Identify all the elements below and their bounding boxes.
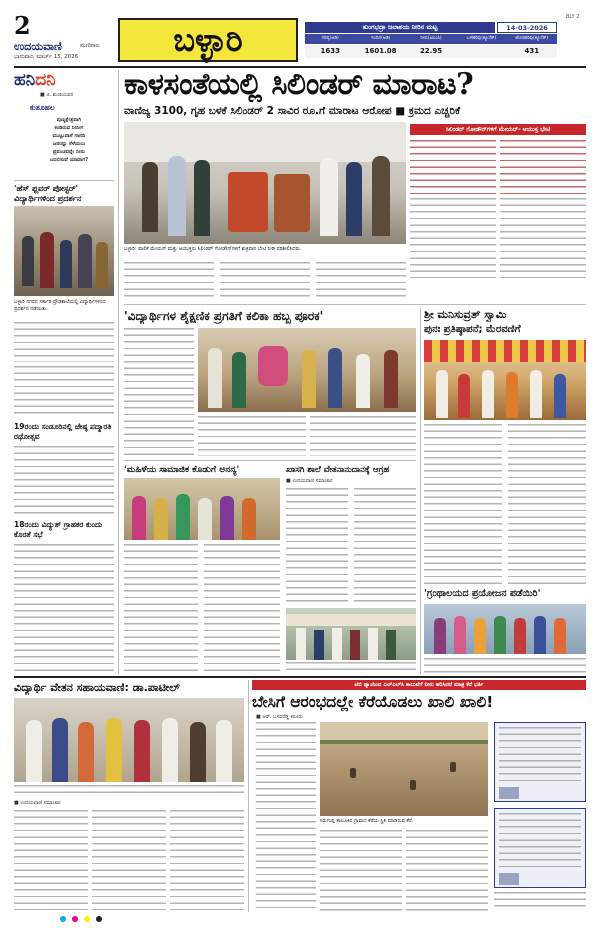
column-divider xyxy=(248,680,249,912)
dam-header-max: ಗರಿಷ್ಠ(ಅಡಿ) xyxy=(321,36,339,41)
scholarship-headline: ವಿದ್ಯಾರ್ಥಿ ವೇತನ ಸಹಾಯವಾಣಿ: ಡಾ.ಪಾಟೀಲ್ xyxy=(14,681,180,694)
paper-name: ಉದಯವಾಣಿ xyxy=(14,40,62,53)
column-divider xyxy=(118,70,119,674)
dam-level-box xyxy=(305,22,557,62)
lake-body-2 xyxy=(320,830,402,912)
lake-byline: ■ ಆರ್. ಬಸವರೆಡ್ಡಿ ಕರೂರು xyxy=(256,714,303,720)
scholarship-photo xyxy=(14,698,244,782)
lake-body-4 xyxy=(494,892,586,912)
story-19-headline: 19ರಂದು ಸಂಡೂರಿನಲ್ಲಿ ಜೇಷ್ಠ ಪದ್ಮಾರತಿ ರಥೋತ್ಸವ xyxy=(14,422,112,441)
lead-sidebar-body-left xyxy=(410,140,496,194)
salary-headline: ಖಾಸಗಿ ಶಾಲೆ ವೇತನಾನುದಾನಕ್ಕೆ ಆಗ್ರಹ xyxy=(286,465,390,475)
bottom-band-rule xyxy=(14,676,586,678)
lead-body-col-2b xyxy=(316,262,406,300)
lake-photo xyxy=(320,722,488,816)
logo-hani: ಹನಿ xyxy=(14,70,36,90)
quote-avatar xyxy=(499,787,519,799)
flower-body xyxy=(14,322,114,362)
salary-body-1 xyxy=(286,488,348,604)
lake-body-3 xyxy=(406,830,488,912)
lead-headline: ಕಾಳಸಂತೆಯಲ್ಲಿ ಸಿಲಿಂಡರ್ ಮಾರಾಟ? xyxy=(124,68,474,102)
scholarship-byline: ■ ಉದಯವಾಣಿ ಸಮಾಚಾರ xyxy=(14,800,61,806)
page-number: 2 xyxy=(14,11,31,40)
grantha-body xyxy=(424,658,586,674)
swamy-photo xyxy=(424,340,586,420)
flower-photo xyxy=(14,206,114,296)
lake-kicker: ಟಿಬಿ ಡ್ಯಾಂನಿಂದ ಎಲ್‌ಎಲ್‌ಸಿ ಕಾಲುವೆಗೆ ನೀರು ಹರಿಸಿದರೆ ಮಾತ್ರ ಕೆರೆ ಭರ್ತಿ xyxy=(252,680,586,690)
swamy-headline-1: ಶ್ರೀ ಮನಿಸುವ್ರತ್ ಸ್ವಾಮಿ xyxy=(424,308,507,321)
date-line: ಭಾನುವಾರ, ಮಾರ್ಚ್ 15, 2026 xyxy=(14,54,79,60)
lead-body-col-4 xyxy=(500,198,586,278)
column-heading: ಕುತೂಹಲ xyxy=(30,103,55,112)
flower-caption: ಬಳ್ಳಾರಿ ನಗರದ ಸರ್ಕಾರಿ ಪ್ರೌಢಶಾಲೆಯಲ್ಲಿ ವಿದ್ಯಾರ್ಥಿಗಳಿಂದ ಪ್ರದರ್ಶನ ನಡೆಯಿತು. xyxy=(14,299,106,312)
verse-line: ಕಂಡಿರುವ ನೀನೀಗ xyxy=(54,125,84,131)
scholarship-body-3 xyxy=(170,810,244,910)
column-byline: ■ ಟಿ. ಶುಂಠಿಯವರ xyxy=(40,92,74,98)
flower-headline: 'ಹೆಸ್ ಫ್ಲವರ್ ಪೋಸ್ಟರ್' ವಿದ್ಯಾರ್ಥಿಗಳಿಂದ ಪ್ರದರ್ಶನ xyxy=(14,184,82,203)
dam-header-inflow: ಒಳಹರಿವು(ಕ್ಯೂಸೆಕ್) xyxy=(466,36,497,41)
kalika-headline: 'ವಿದ್ಯಾರ್ಥಿಗಳ ಶೈಕ್ಷಣಿಕ ಪ್ರಗತಿಗೆ ಕಲಿಕಾ ಹಬ್ಬ ಪೂರಕ' xyxy=(124,309,324,323)
dam-title: ತುಂಗಭದ್ರಾ ಜಲಾಶಯ ನೀರಿನ ಮಟ್ಟ xyxy=(305,22,495,33)
lead-body-col-1 xyxy=(124,262,214,300)
lead-body-col-3 xyxy=(410,198,496,278)
dam-header-today: ಇಂದಿನ(ಅಡಿ) xyxy=(370,36,391,41)
dam-header-water: ನೀರು(ಟಿಎಂಸಿ) xyxy=(420,36,442,41)
divider xyxy=(124,304,586,305)
grantha-photo xyxy=(424,604,586,654)
lead-sidebar-tag: ಸಿಲಿಂಡರ್ ಗೋಡೌನ್‌ಗಳಿಗೆ ಮೇಯರ್- ಆಯುಕ್ತ ಭೇಟಿ xyxy=(410,124,586,135)
verse-line: ಜನರನ್ನು ಸೆಳೆಯಲು xyxy=(52,141,86,147)
section-title: ಬಳ್ಳಾರಿ xyxy=(173,21,243,59)
lake-caption: ಸಿರುಗುಪ್ಪ ತಾಲೂಕಿನ ಗ್ರಾಮದ ಕೆರೆಯ ಸ್ಥಿತಿ ಮಾಡಿರುವ ಕೆರೆ. xyxy=(320,818,414,824)
dam-date: 14-03-2026 xyxy=(497,22,557,33)
lake-quote-box-2 xyxy=(494,808,586,888)
registration-marks xyxy=(60,916,600,922)
kalika-photo xyxy=(198,328,416,412)
dam-value-inflow xyxy=(456,45,506,58)
women-body-2 xyxy=(204,544,280,674)
women-photo xyxy=(124,478,280,540)
lead-body-col-2 xyxy=(220,262,310,300)
hani-dani-logo xyxy=(14,70,114,94)
dam-value-max: 1633 xyxy=(320,47,340,55)
column-divider xyxy=(420,308,421,674)
lake-quote-box-1 xyxy=(494,722,586,802)
edition: ಮಣಿಪಾಲ xyxy=(80,42,100,49)
quote-text xyxy=(499,727,581,783)
swamy-body-2 xyxy=(508,424,586,584)
story-18-headline: 18ರಂದು ವಿದ್ಯುತ್ ಗ್ರಾಹಕರ ಕುಂದು ಕೊರತೆ ಸಭೆ xyxy=(14,520,103,539)
dam-value-outflow: 431 xyxy=(524,47,540,55)
salary-body-2 xyxy=(354,488,416,604)
dam-header-row xyxy=(305,34,557,44)
dam-header-outflow: ಹೊರಹರಿವು(ಕ್ಯೂಸೆಕ್) xyxy=(515,36,549,41)
dam-value-today: 1601.08 xyxy=(364,47,397,55)
salary-photo xyxy=(286,608,416,660)
divider xyxy=(14,180,114,181)
lead-subhead: ವಾಣಿಜ್ಯ 3100, ಗೃಹ ಬಳಕೆ ಸಿಲಿಂಡರ್ 2 ಸಾವಿರ ರೂ.ಗೆ ಮಾರಾಟ ಆರೋಪ ■ ಕ್ರಮದ ಎಚ್ಚರಿಕೆ xyxy=(124,105,461,117)
scholarship-body-1 xyxy=(14,810,88,910)
story-18-body xyxy=(14,544,114,674)
dam-value-water: 22.95 xyxy=(419,47,443,55)
lead-caption: ಬಳ್ಳಾರಿ: ಪಾಲಿಕೆ ಮೇಯರ್ ಮತ್ತು ಆಯುಕ್ತರು ಸಿಲಿಂಡರ್ ಗೋಡೌನ್‌ಗಳಿಗೆ ಶುಕ್ರವಾರ ಭೇಟಿ ನೀಡಿ ಪರಿಶೀಲಿಸಿದರು. xyxy=(124,246,302,252)
lead-sidebar-body-right xyxy=(500,140,586,194)
lake-body-1 xyxy=(256,722,316,912)
verse-line: ಪ್ರಪಂಚವನ್ನೇ ನೀನು xyxy=(52,149,86,155)
section-title-box xyxy=(118,18,298,62)
scholarship-caption xyxy=(14,785,244,797)
flower-body-2 xyxy=(14,366,114,418)
verse-line: ಪುಣ್ಯಕ್ಷೇತ್ರವಾಗಿ xyxy=(56,117,82,123)
divider xyxy=(124,460,416,461)
kalika-body-3 xyxy=(310,416,416,456)
salary-caption xyxy=(286,662,416,674)
lead-photo xyxy=(124,122,406,244)
logo-dani: ದನಿ xyxy=(35,70,56,90)
quote-avatar xyxy=(499,873,519,885)
women-body-1 xyxy=(124,544,198,674)
lake-headline: ಬೇಸಿಗೆ ಆರಂಭದಲ್ಲೇ ಕೆರೆಯೊಡಲು ಖಾಲಿ ಖಾಲಿ! xyxy=(252,693,494,711)
verse-line: ಬದಲಿಸುವೆ ಯಾವಾಗ? xyxy=(49,157,89,163)
grantha-headline: 'ಗ್ರಂಥಾಲಯದ ಪ್ರಯೋಜನ ಪಡೆಯಿರಿ' xyxy=(424,588,541,599)
swamy-headline-2: ಪುನಃ ಪ್ರತಿಷ್ಠಾಪನೆ; ಮೆರವಣಿಗೆ xyxy=(424,324,521,335)
kalika-body-1 xyxy=(124,328,194,456)
verse-line: ಮುಟ್ಟುವಾಸೆ ಗಾನದಿ xyxy=(52,133,86,139)
dam-value-row xyxy=(305,45,557,58)
swamy-body xyxy=(424,424,502,584)
scholarship-body-2 xyxy=(92,810,166,910)
quote-text xyxy=(499,813,581,869)
women-headline: 'ಮಹಿಳೆಯ ಸಾಮಾಜಿಕ ಕೊಡುಗೆ ಅನನ್ಯ' xyxy=(124,465,240,475)
column-verse xyxy=(24,116,114,164)
kalika-body-2 xyxy=(198,416,306,456)
story-19-body xyxy=(14,446,114,516)
page-code: BLY 2 xyxy=(566,14,580,20)
salary-byline: ■ ಉದಯವಾಣಿ ಸಮಾಚಾರ xyxy=(286,478,333,484)
